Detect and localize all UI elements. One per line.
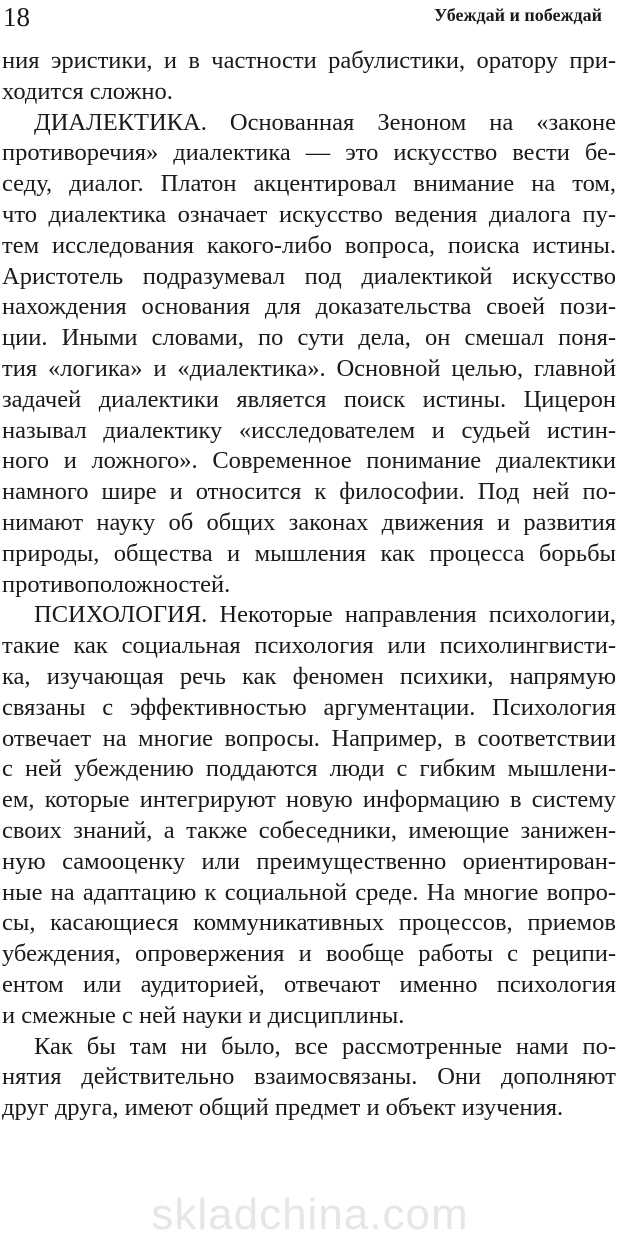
text-line: что диалектика означает искусство ведения диалога пу- (2, 200, 616, 228)
text-line: называл диалектику «исследователем и судьей истин- (2, 416, 616, 444)
text-line: с ней убеждению поддаются люди с гибким мышлени- (2, 755, 616, 783)
text-line: противоположностей. (2, 570, 231, 598)
text-line: ПСИХОЛОГИЯ. Некоторые направления психологии, (34, 601, 616, 629)
text-line: тия «логика» и «диалектика». Основной целью, главной (2, 354, 616, 382)
text-line: Аристотель подразумевал под диалектикой искусство (2, 262, 616, 290)
body-text (2, 46, 616, 1124)
text-line: нятия действительно взаимосвязаны. Они дополняют (2, 1063, 616, 1091)
text-line: нимают науку об общих законах движения и развития (2, 508, 616, 536)
text-line: ка, изучающая речь как феномен психики, напрямую (2, 662, 616, 690)
paragraph (2, 46, 616, 108)
text-line: намного шире и относится к философии. Под ней по- (2, 478, 616, 506)
text-line: ную самооценку или преимущественно ориентирован- (2, 847, 616, 875)
text-line: ем, которые интегрируют новую информацию в систему (2, 786, 616, 814)
text-line: связаны с эффективностью аргументации. Психология (2, 693, 616, 721)
text-line: природы, общества и мышления как процесса борьбы (2, 539, 616, 567)
text-line: друг друга, имеют общий предмет и объект изучения. (2, 1094, 564, 1122)
text-line: своих знаний, а также собеседники, имеющие занижен- (2, 816, 616, 844)
text-line: ДИАЛЕКТИКА. Основанная Зеноном на «законе (34, 108, 616, 136)
text-line: и смежные с ней науки и дисциплины. (2, 1001, 405, 1029)
paragraph-conclusion (2, 1032, 616, 1124)
text-line: ные на адаптацию к социальной среде. На многие вопро- (2, 878, 616, 906)
text-line: ентом или аудиторией, отвечают именно психология (2, 970, 616, 998)
text-line: седу, диалог. Платон акцентировал внимание на том, (2, 170, 616, 198)
text-line: ходится сложно. (2, 77, 173, 105)
text-line: нахождения основания для доказательства своей пози- (2, 293, 616, 321)
page-number: 18 (3, 2, 30, 32)
text-line: отвечает на многие вопросы. Например, в соответствии (2, 724, 616, 752)
text-line: Как бы там ни было, все рассмотренные нами по- (34, 1032, 616, 1060)
text-line: убеждения, опровержения и вообще работы с реципи- (2, 940, 616, 968)
watermark: skladchina.com (151, 1190, 469, 1239)
text-line: ции. Иными словами, по сути дела, он смешал поня- (2, 324, 616, 352)
text-line: сы, касающиеся коммуникативных процессов, приемов (2, 909, 616, 937)
text-line: ния эристики, и в частности рабулистики, оратору при- (2, 47, 616, 74)
text-line: тем исследования какого-либо вопроса, поиска истины. (2, 231, 616, 259)
paragraph-dialectics (2, 108, 616, 601)
text-line: противоречия» диалектика — это искусство вести бе- (2, 139, 616, 167)
text-line: задачей диалектики является поиск истины. Цицерон (2, 385, 616, 413)
paragraph-psychology (2, 600, 616, 1031)
text-line: такие как социальная психология или психолингвисти- (2, 632, 616, 660)
text-line: ного и ложного». Современное понимание диалектики (2, 447, 616, 475)
running-title: Убеждай и побеждай (434, 5, 602, 25)
